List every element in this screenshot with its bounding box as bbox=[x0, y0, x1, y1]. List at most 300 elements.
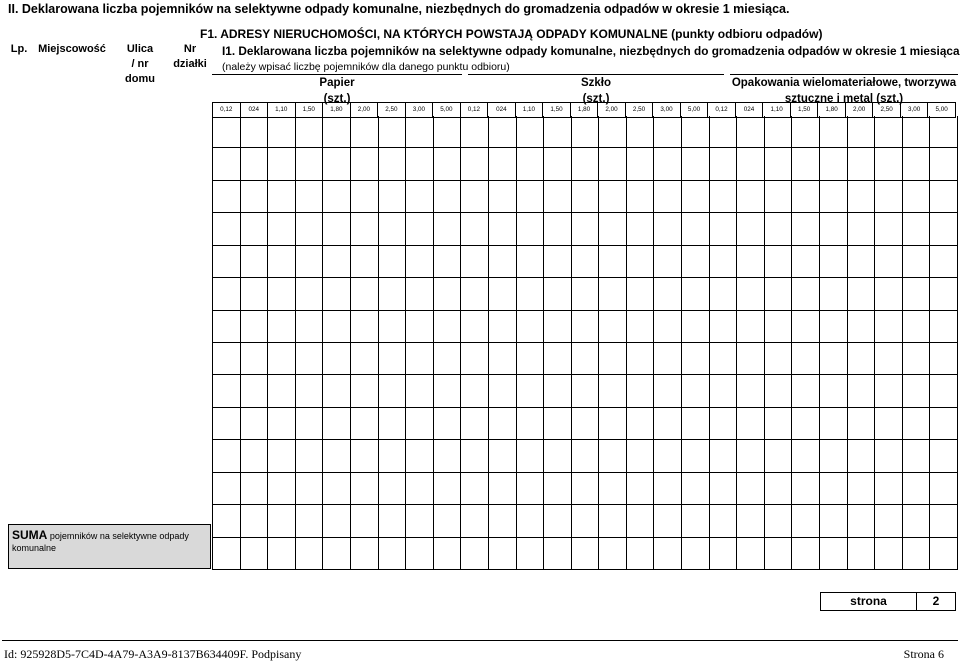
entry-cell[interactable] bbox=[241, 343, 269, 375]
entry-cell[interactable] bbox=[599, 440, 627, 472]
entry-cell[interactable] bbox=[351, 116, 379, 148]
entry-cell[interactable] bbox=[379, 440, 407, 472]
entry-cell[interactable] bbox=[710, 473, 738, 505]
entry-cell[interactable] bbox=[930, 440, 958, 472]
entry-cell[interactable] bbox=[241, 538, 269, 570]
entry-cell[interactable] bbox=[461, 213, 489, 245]
entry-cell[interactable] bbox=[903, 473, 931, 505]
entry-cell[interactable] bbox=[406, 408, 434, 440]
entry-cell[interactable] bbox=[241, 505, 269, 537]
entry-cell[interactable] bbox=[682, 538, 710, 570]
entry-cell[interactable] bbox=[820, 116, 848, 148]
entry-cell[interactable] bbox=[682, 311, 710, 343]
entry-cell[interactable] bbox=[296, 116, 324, 148]
entry-cell[interactable] bbox=[296, 375, 324, 407]
entry-cell[interactable] bbox=[930, 116, 958, 148]
entry-cell[interactable] bbox=[323, 116, 351, 148]
entry-cell[interactable] bbox=[461, 375, 489, 407]
entry-cell[interactable] bbox=[351, 440, 379, 472]
entry-cell[interactable] bbox=[930, 505, 958, 537]
entry-cell[interactable] bbox=[737, 408, 765, 440]
entry-cell[interactable] bbox=[765, 505, 793, 537]
entry-cell[interactable] bbox=[627, 311, 655, 343]
entry-cell[interactable] bbox=[268, 246, 296, 278]
entry-cell[interactable] bbox=[268, 505, 296, 537]
entry-cell[interactable] bbox=[875, 148, 903, 180]
entry-cell[interactable] bbox=[241, 181, 269, 213]
entry-cell[interactable] bbox=[213, 116, 241, 148]
entry-cell[interactable] bbox=[323, 408, 351, 440]
entry-cell[interactable] bbox=[682, 343, 710, 375]
entry-cell[interactable] bbox=[406, 538, 434, 570]
entry-cell[interactable] bbox=[737, 181, 765, 213]
entry-cell[interactable] bbox=[517, 246, 545, 278]
entry-cell[interactable] bbox=[627, 505, 655, 537]
entry-cell[interactable] bbox=[544, 408, 572, 440]
entry-cell[interactable] bbox=[792, 408, 820, 440]
entry-cell[interactable] bbox=[268, 311, 296, 343]
entry-cell[interactable] bbox=[461, 538, 489, 570]
entry-cell[interactable] bbox=[765, 246, 793, 278]
entry-cell[interactable] bbox=[903, 375, 931, 407]
entry-cell[interactable] bbox=[792, 278, 820, 310]
entry-cell[interactable] bbox=[379, 473, 407, 505]
entry-cell[interactable] bbox=[323, 148, 351, 180]
entry-cell[interactable] bbox=[848, 213, 876, 245]
entry-cell[interactable] bbox=[820, 343, 848, 375]
entry-cell[interactable] bbox=[489, 213, 517, 245]
entry-cell[interactable] bbox=[434, 440, 462, 472]
entry-cell[interactable] bbox=[875, 473, 903, 505]
entry-cell[interactable] bbox=[820, 505, 848, 537]
entry-cell[interactable] bbox=[599, 246, 627, 278]
entry-cell[interactable] bbox=[710, 538, 738, 570]
entry-cell[interactable] bbox=[737, 278, 765, 310]
entry-cell[interactable] bbox=[599, 473, 627, 505]
entry-cell[interactable] bbox=[875, 343, 903, 375]
entry-cell[interactable] bbox=[792, 116, 820, 148]
entry-cell[interactable] bbox=[903, 213, 931, 245]
entry-cell[interactable] bbox=[820, 213, 848, 245]
entry-cell[interactable] bbox=[241, 440, 269, 472]
entry-cell[interactable] bbox=[241, 278, 269, 310]
entry-cell[interactable] bbox=[489, 311, 517, 343]
entry-cell[interactable] bbox=[848, 311, 876, 343]
entry-cell[interactable] bbox=[627, 278, 655, 310]
entry-cell[interactable] bbox=[351, 181, 379, 213]
entry-cell[interactable] bbox=[379, 148, 407, 180]
entry-cell[interactable] bbox=[627, 213, 655, 245]
entry-cell[interactable] bbox=[517, 148, 545, 180]
entry-cell[interactable] bbox=[820, 148, 848, 180]
entry-cell[interactable] bbox=[572, 505, 600, 537]
entry-cell[interactable] bbox=[213, 311, 241, 343]
entry-cell[interactable] bbox=[599, 538, 627, 570]
entry-cell[interactable] bbox=[875, 116, 903, 148]
entry-cell[interactable] bbox=[737, 246, 765, 278]
entry-cell[interactable] bbox=[572, 278, 600, 310]
entry-cell[interactable] bbox=[737, 116, 765, 148]
entry-cell[interactable] bbox=[654, 538, 682, 570]
entry-cell[interactable] bbox=[461, 148, 489, 180]
entry-cell[interactable] bbox=[379, 538, 407, 570]
entry-cell[interactable] bbox=[572, 246, 600, 278]
entry-cell[interactable] bbox=[351, 246, 379, 278]
entry-cell[interactable] bbox=[517, 375, 545, 407]
entry-cell[interactable] bbox=[572, 213, 600, 245]
entry-cell[interactable] bbox=[654, 408, 682, 440]
entry-cell[interactable] bbox=[517, 278, 545, 310]
entry-cell[interactable] bbox=[930, 213, 958, 245]
entry-cell[interactable] bbox=[296, 408, 324, 440]
entry-cell[interactable] bbox=[213, 148, 241, 180]
entry-cell[interactable] bbox=[351, 538, 379, 570]
entry-cell[interactable] bbox=[296, 246, 324, 278]
entry-cell[interactable] bbox=[792, 213, 820, 245]
entry-cell[interactable] bbox=[296, 181, 324, 213]
entry-cell[interactable] bbox=[434, 278, 462, 310]
entry-cell[interactable] bbox=[627, 375, 655, 407]
entry-cell[interactable] bbox=[820, 375, 848, 407]
entry-cell[interactable] bbox=[599, 505, 627, 537]
entry-cell[interactable] bbox=[765, 311, 793, 343]
entry-cell[interactable] bbox=[544, 311, 572, 343]
entry-cell[interactable] bbox=[875, 213, 903, 245]
entry-cell[interactable] bbox=[517, 538, 545, 570]
entry-cell[interactable] bbox=[599, 343, 627, 375]
entry-cell[interactable] bbox=[820, 440, 848, 472]
entry-cell[interactable] bbox=[599, 116, 627, 148]
entry-cell[interactable] bbox=[406, 473, 434, 505]
entry-cell[interactable] bbox=[930, 148, 958, 180]
entry-cell[interactable] bbox=[627, 116, 655, 148]
entry-cell[interactable] bbox=[544, 148, 572, 180]
entry-cell[interactable] bbox=[627, 246, 655, 278]
entry-cell[interactable] bbox=[379, 375, 407, 407]
entry-cell[interactable] bbox=[572, 343, 600, 375]
entry-cell[interactable] bbox=[930, 343, 958, 375]
entry-cell[interactable] bbox=[820, 246, 848, 278]
entry-cell[interactable] bbox=[654, 181, 682, 213]
entry-cell[interactable] bbox=[489, 278, 517, 310]
entry-cell[interactable] bbox=[599, 148, 627, 180]
entry-cell[interactable] bbox=[682, 473, 710, 505]
entry-cell[interactable] bbox=[351, 148, 379, 180]
entry-cell[interactable] bbox=[323, 213, 351, 245]
entry-cell[interactable] bbox=[268, 440, 296, 472]
entry-cell[interactable] bbox=[820, 408, 848, 440]
entry-cell[interactable] bbox=[627, 473, 655, 505]
entry-cell[interactable] bbox=[351, 311, 379, 343]
entry-cell[interactable] bbox=[930, 473, 958, 505]
entry-cell[interactable] bbox=[682, 505, 710, 537]
entry-cell[interactable] bbox=[848, 116, 876, 148]
entry-cell[interactable] bbox=[765, 278, 793, 310]
entry-cell[interactable] bbox=[296, 311, 324, 343]
entry-cell[interactable] bbox=[461, 343, 489, 375]
entry-cell[interactable] bbox=[930, 408, 958, 440]
entry-cell[interactable] bbox=[489, 181, 517, 213]
entry-cell[interactable] bbox=[434, 116, 462, 148]
entry-cell[interactable] bbox=[517, 116, 545, 148]
entry-cell[interactable] bbox=[406, 505, 434, 537]
entry-cell[interactable] bbox=[406, 311, 434, 343]
entry-cell[interactable] bbox=[296, 505, 324, 537]
entry-cell[interactable] bbox=[296, 343, 324, 375]
entry-cell[interactable] bbox=[241, 213, 269, 245]
entry-cell[interactable] bbox=[737, 343, 765, 375]
entry-cell[interactable] bbox=[737, 505, 765, 537]
entry-cell[interactable] bbox=[517, 473, 545, 505]
entry-cell[interactable] bbox=[323, 375, 351, 407]
entry-cell[interactable] bbox=[323, 440, 351, 472]
entry-cell[interactable] bbox=[296, 278, 324, 310]
entry-cell[interactable] bbox=[241, 148, 269, 180]
entry-cell[interactable] bbox=[268, 278, 296, 310]
entry-cell[interactable] bbox=[241, 473, 269, 505]
entry-cell[interactable] bbox=[654, 375, 682, 407]
entry-cell[interactable] bbox=[489, 408, 517, 440]
entry-cell[interactable] bbox=[765, 440, 793, 472]
entry-cell[interactable] bbox=[517, 408, 545, 440]
entry-cell[interactable] bbox=[599, 278, 627, 310]
entry-cell[interactable] bbox=[599, 375, 627, 407]
entry-cell[interactable] bbox=[268, 538, 296, 570]
entry-cell[interactable] bbox=[875, 440, 903, 472]
entry-cell[interactable] bbox=[351, 375, 379, 407]
entry-cell[interactable] bbox=[544, 473, 572, 505]
entry-cell[interactable] bbox=[765, 181, 793, 213]
entry-cell[interactable] bbox=[930, 246, 958, 278]
entry-cell[interactable] bbox=[765, 408, 793, 440]
entry-cell[interactable] bbox=[406, 440, 434, 472]
entry-cell[interactable] bbox=[654, 246, 682, 278]
entry-cell[interactable] bbox=[296, 473, 324, 505]
entry-cell[interactable] bbox=[682, 148, 710, 180]
entry-cell[interactable] bbox=[572, 375, 600, 407]
entry-cell[interactable] bbox=[517, 311, 545, 343]
entry-cell[interactable] bbox=[434, 505, 462, 537]
entry-cell[interactable] bbox=[406, 116, 434, 148]
entry-cell[interactable] bbox=[792, 538, 820, 570]
entry-cell[interactable] bbox=[820, 181, 848, 213]
entry-cell[interactable] bbox=[489, 116, 517, 148]
entry-cell[interactable] bbox=[461, 473, 489, 505]
entry-cell[interactable] bbox=[710, 213, 738, 245]
entry-cell[interactable] bbox=[710, 311, 738, 343]
entry-cell[interactable] bbox=[765, 375, 793, 407]
entry-cell[interactable] bbox=[599, 311, 627, 343]
entry-cell[interactable] bbox=[627, 181, 655, 213]
entry-cell[interactable] bbox=[903, 408, 931, 440]
entry-cell[interactable] bbox=[241, 408, 269, 440]
entry-cell[interactable] bbox=[379, 116, 407, 148]
entry-cell[interactable] bbox=[710, 278, 738, 310]
entry-cell[interactable] bbox=[627, 343, 655, 375]
entry-cell[interactable] bbox=[930, 278, 958, 310]
entry-cell[interactable] bbox=[379, 505, 407, 537]
entry-cell[interactable] bbox=[379, 278, 407, 310]
entry-cell[interactable] bbox=[461, 181, 489, 213]
entry-cell[interactable] bbox=[213, 440, 241, 472]
entry-cell[interactable] bbox=[792, 343, 820, 375]
entry-cell[interactable] bbox=[461, 116, 489, 148]
entry-cell[interactable] bbox=[351, 408, 379, 440]
entry-cell[interactable] bbox=[406, 181, 434, 213]
entry-cell[interactable] bbox=[930, 311, 958, 343]
entry-cell[interactable] bbox=[682, 408, 710, 440]
entry-cell[interactable] bbox=[213, 213, 241, 245]
entry-cell[interactable] bbox=[544, 116, 572, 148]
entry-cell[interactable] bbox=[379, 213, 407, 245]
entry-cell[interactable] bbox=[599, 408, 627, 440]
entry-cell[interactable] bbox=[765, 148, 793, 180]
entry-cell[interactable] bbox=[903, 246, 931, 278]
entry-cell[interactable] bbox=[765, 343, 793, 375]
entry-cell[interactable] bbox=[875, 505, 903, 537]
entry-cell[interactable] bbox=[296, 148, 324, 180]
entry-cell[interactable] bbox=[710, 116, 738, 148]
entry-cell[interactable] bbox=[737, 473, 765, 505]
entry-cell[interactable] bbox=[848, 473, 876, 505]
entry-cell[interactable] bbox=[379, 181, 407, 213]
entry-cell[interactable] bbox=[241, 116, 269, 148]
entry-cell[interactable] bbox=[489, 375, 517, 407]
entry-cell[interactable] bbox=[406, 278, 434, 310]
entry-cell[interactable] bbox=[875, 311, 903, 343]
entry-cell[interactable] bbox=[268, 375, 296, 407]
entry-cell[interactable] bbox=[599, 181, 627, 213]
entry-cell[interactable] bbox=[654, 505, 682, 537]
entry-cell[interactable] bbox=[434, 311, 462, 343]
entry-cell[interactable] bbox=[654, 343, 682, 375]
entry-cell[interactable] bbox=[323, 278, 351, 310]
entry-cell[interactable] bbox=[903, 181, 931, 213]
entry-cell[interactable] bbox=[572, 473, 600, 505]
entry-cell[interactable] bbox=[930, 538, 958, 570]
entry-cell[interactable] bbox=[517, 505, 545, 537]
entry-cell[interactable] bbox=[572, 538, 600, 570]
entry-cell[interactable] bbox=[710, 408, 738, 440]
entry-cell[interactable] bbox=[434, 473, 462, 505]
entry-cell[interactable] bbox=[765, 116, 793, 148]
entry-cell[interactable] bbox=[544, 375, 572, 407]
entry-cell[interactable] bbox=[930, 375, 958, 407]
entry-cell[interactable] bbox=[903, 343, 931, 375]
entry-cell[interactable] bbox=[213, 538, 241, 570]
entry-cell[interactable] bbox=[682, 375, 710, 407]
entry-cell[interactable] bbox=[489, 473, 517, 505]
entry-cell[interactable] bbox=[848, 408, 876, 440]
entry-cell[interactable] bbox=[323, 538, 351, 570]
entry-cell[interactable] bbox=[848, 246, 876, 278]
entry-cell[interactable] bbox=[710, 505, 738, 537]
entry-cell[interactable] bbox=[710, 343, 738, 375]
entry-cell[interactable] bbox=[875, 181, 903, 213]
entry-cell[interactable] bbox=[627, 408, 655, 440]
entry-cell[interactable] bbox=[434, 148, 462, 180]
entry-cell[interactable] bbox=[792, 440, 820, 472]
entry-cell[interactable] bbox=[351, 343, 379, 375]
entry-cell[interactable] bbox=[517, 343, 545, 375]
entry-cell[interactable] bbox=[406, 343, 434, 375]
entry-cell[interactable] bbox=[820, 311, 848, 343]
entry-cell[interactable] bbox=[379, 408, 407, 440]
entry-cell[interactable] bbox=[765, 213, 793, 245]
entry-cell[interactable] bbox=[572, 408, 600, 440]
entry-cell[interactable] bbox=[792, 375, 820, 407]
entry-cell[interactable] bbox=[792, 246, 820, 278]
entry-cell[interactable] bbox=[489, 538, 517, 570]
entry-cell[interactable] bbox=[572, 440, 600, 472]
entry-cell[interactable] bbox=[627, 538, 655, 570]
entry-cell[interactable] bbox=[848, 181, 876, 213]
entry-cell[interactable] bbox=[875, 375, 903, 407]
entry-cell[interactable] bbox=[572, 148, 600, 180]
entry-cell[interactable] bbox=[268, 213, 296, 245]
entry-cell[interactable] bbox=[461, 246, 489, 278]
entry-cell[interactable] bbox=[654, 148, 682, 180]
entry-cell[interactable] bbox=[572, 116, 600, 148]
entry-cell[interactable] bbox=[903, 440, 931, 472]
entry-cell[interactable] bbox=[323, 246, 351, 278]
entry-cell[interactable] bbox=[930, 181, 958, 213]
entry-cell[interactable] bbox=[848, 375, 876, 407]
entry-cell[interactable] bbox=[654, 473, 682, 505]
entry-cell[interactable] bbox=[737, 148, 765, 180]
entry-cell[interactable] bbox=[654, 116, 682, 148]
entry-cell[interactable] bbox=[268, 116, 296, 148]
entry-cell[interactable] bbox=[434, 408, 462, 440]
entry-cell[interactable] bbox=[434, 181, 462, 213]
entry-cell[interactable] bbox=[379, 343, 407, 375]
entry-cell[interactable] bbox=[848, 440, 876, 472]
entry-cell[interactable] bbox=[268, 343, 296, 375]
entry-cell[interactable] bbox=[875, 408, 903, 440]
entry-cell[interactable] bbox=[848, 343, 876, 375]
entry-cell[interactable] bbox=[544, 538, 572, 570]
entry-cell[interactable] bbox=[820, 473, 848, 505]
entry-cell[interactable] bbox=[654, 213, 682, 245]
entry-cell[interactable] bbox=[406, 148, 434, 180]
entry-cell[interactable] bbox=[241, 246, 269, 278]
entry-cell[interactable] bbox=[434, 538, 462, 570]
entry-cell[interactable] bbox=[268, 148, 296, 180]
entry-cell[interactable] bbox=[241, 311, 269, 343]
entry-cell[interactable] bbox=[737, 311, 765, 343]
entry-cell[interactable] bbox=[213, 473, 241, 505]
entry-cell[interactable] bbox=[213, 181, 241, 213]
entry-cell[interactable] bbox=[489, 440, 517, 472]
entry-cell[interactable] bbox=[461, 505, 489, 537]
entry-cell[interactable] bbox=[268, 408, 296, 440]
entry-cell[interactable] bbox=[682, 116, 710, 148]
entry-cell[interactable] bbox=[682, 246, 710, 278]
entry-cell[interactable] bbox=[820, 538, 848, 570]
entry-cell[interactable] bbox=[323, 473, 351, 505]
entry-cell[interactable] bbox=[599, 213, 627, 245]
entry-cell[interactable] bbox=[406, 213, 434, 245]
entry-cell[interactable] bbox=[903, 505, 931, 537]
entry-cell[interactable] bbox=[489, 343, 517, 375]
entry-cell[interactable] bbox=[737, 375, 765, 407]
entry-cell[interactable] bbox=[489, 505, 517, 537]
entry-cell[interactable] bbox=[903, 116, 931, 148]
entry-cell[interactable] bbox=[710, 375, 738, 407]
entry-cell[interactable] bbox=[627, 440, 655, 472]
entry-cell[interactable] bbox=[544, 505, 572, 537]
entry-cell[interactable] bbox=[875, 246, 903, 278]
